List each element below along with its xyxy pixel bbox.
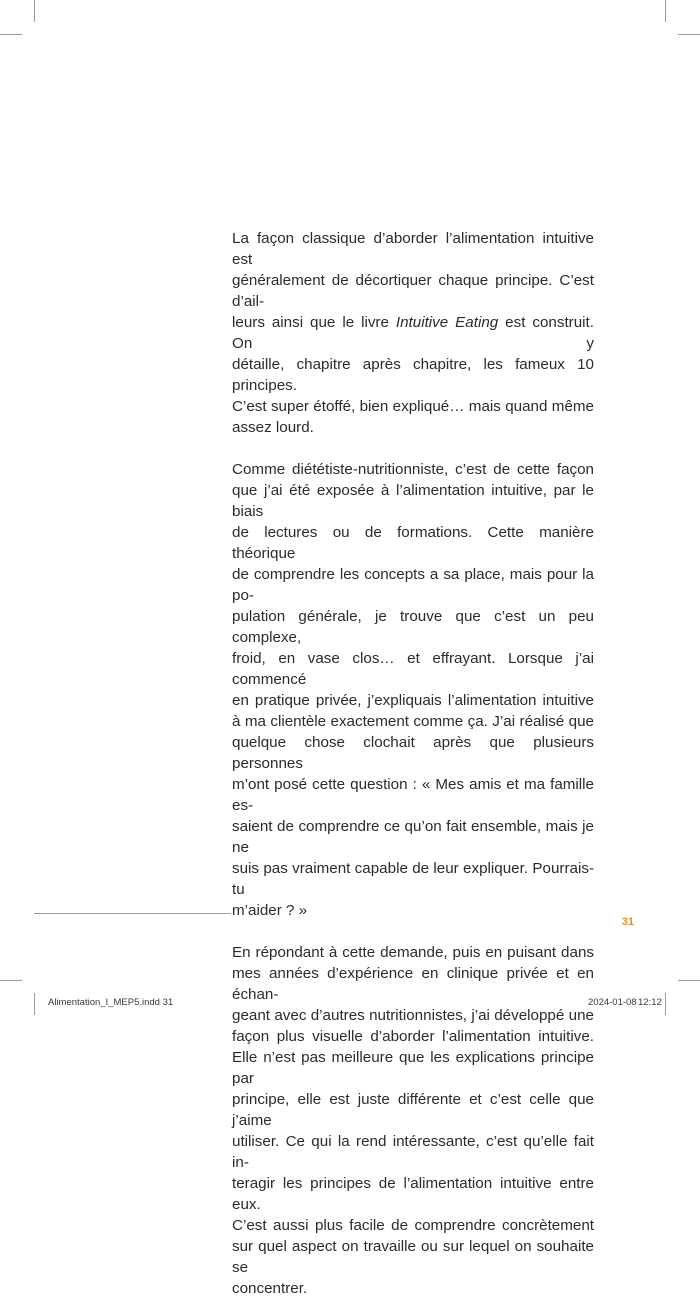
paragraph — [232, 942, 594, 1299]
text-line: quelque chose clochait après que plusieurs personnes — [232, 734, 594, 772]
slug-file: Alimentation_I_MEP5.indd 31 — [48, 997, 174, 1008]
crop-mark — [665, 0, 666, 22]
text-line: saient de comprendre ce qu’on fait ensemble, mais je ne — [232, 818, 594, 856]
text-line: en pratique privée, j’expliquais l’alimentation intuitive — [232, 692, 594, 709]
slug-time: 12:12 — [638, 997, 662, 1008]
crop-mark — [34, 0, 35, 22]
text-line: sur quel aspect on travaille ou sur lequel on souhaite se — [232, 1238, 594, 1276]
text-line: de comprendre les concepts a sa place, mais pour la po- — [232, 566, 594, 604]
text-line: froid, en vase clos… et effrayant. Lorsque j’ai commencé — [232, 650, 594, 688]
text-line: à ma clientèle exactement comme ça. J’ai réalisé que — [232, 713, 594, 730]
text-segment: leurs ainsi que le livre — [232, 314, 396, 331]
text-line: suis pas vraiment capable de leur expliquer. Pourrais-tu — [232, 860, 594, 898]
paragraph — [232, 228, 594, 438]
text-line: C’est aussi plus facile de comprendre concrètement — [232, 1217, 594, 1234]
text-line: Comme diététiste-nutritionniste, c’est de cette façon — [232, 461, 594, 478]
text-line: La façon classique d’aborder l’alimentation intuitive est — [232, 230, 594, 268]
paragraph — [232, 459, 594, 921]
body-text — [232, 228, 594, 1299]
crop-mark — [34, 993, 35, 1015]
text-line: m’ont posé cette question : « Mes amis et ma famille es- — [232, 776, 594, 814]
book-title: Intuitive Eating — [395, 314, 499, 331]
text-line: principe, elle est juste différente et c’est celle que j’aime — [232, 1091, 594, 1129]
text-line: geant avec d’autres nutritionnistes, j’ai développé une — [232, 1007, 594, 1024]
text-line: façon plus visuelle d’aborder l’alimentation intuitive. — [232, 1028, 594, 1045]
text-line: utiliser. Ce qui la rend intéressante, c’est qu’elle fait in- — [232, 1133, 594, 1171]
text-line: teragir les principes de l’alimentation intuitive entre eux. — [232, 1175, 594, 1213]
text-line: détaille, chapitre après chapitre, les fameux 10 principes. — [232, 356, 594, 394]
crop-mark — [678, 34, 700, 35]
crop-mark — [0, 34, 22, 35]
footer-rule — [34, 913, 231, 914]
paragraph-gap — [232, 438, 594, 459]
text-line: de lectures ou de formations. Cette manière théorique — [232, 524, 594, 562]
crop-mark — [0, 980, 22, 981]
crop-mark — [678, 980, 700, 981]
text-line: Elle n’est pas meilleure que les explications principe par — [232, 1049, 594, 1087]
page-number: 31 — [621, 916, 634, 928]
text-line — [232, 312, 594, 354]
text-line: généralement de décortiquer chaque principe. C’est d’ail- — [232, 272, 594, 310]
slug-date: 2024-01-08 — [588, 997, 637, 1008]
crop-mark — [665, 993, 666, 1015]
text-line: C’est super étoffé, bien expliqué… mais quand même — [232, 398, 594, 415]
text-line: concentrer. — [232, 1280, 308, 1297]
text-segment: est construit. On y — [232, 314, 594, 352]
paragraph-gap — [232, 921, 594, 942]
text-line: m’aider ? » — [232, 902, 308, 919]
text-line: pulation générale, je trouve que c’est un peu complexe, — [232, 608, 594, 646]
text-line: mes années d’expérience en clinique privée et en échan- — [232, 965, 594, 1003]
text-line: En répondant à cette demande, puis en puisant dans — [232, 944, 594, 961]
text-line: que j’ai été exposée à l’alimentation intuitive, par le biais — [232, 482, 594, 520]
text-line: assez lourd. — [232, 419, 314, 436]
